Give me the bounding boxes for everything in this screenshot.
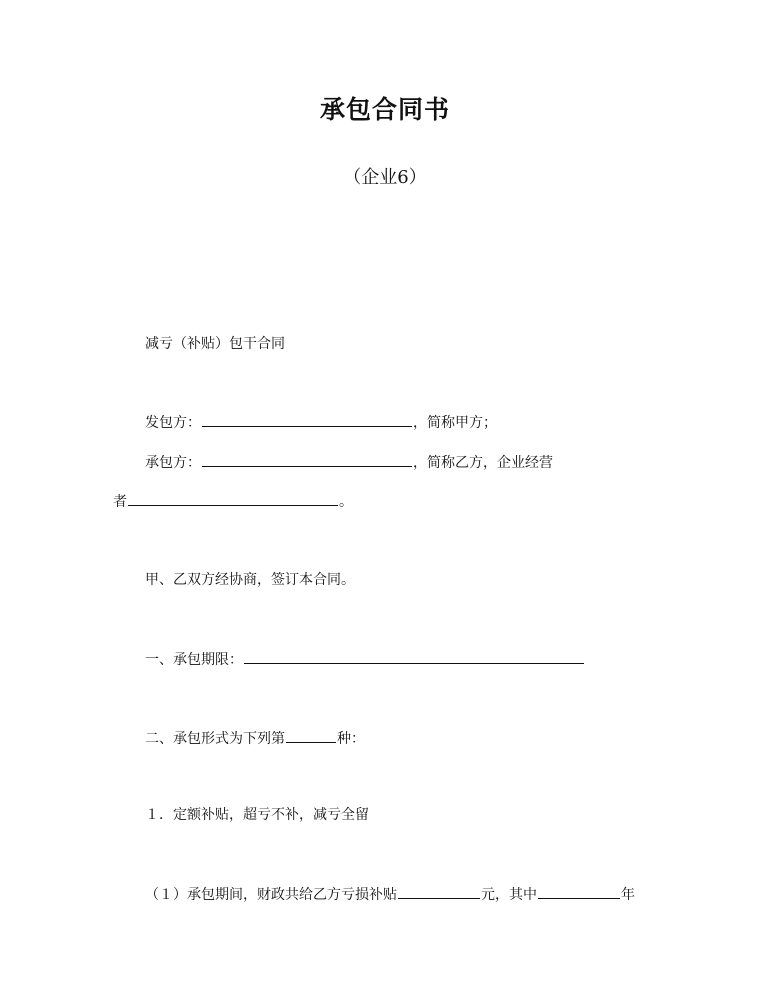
contract-heading: 减亏（补贴）包干合同 [145,336,285,352]
clause-form-label: 二、承包形式为下列第 [145,731,285,747]
operator-line [113,491,353,512]
party-b-blank[interactable] [202,452,412,467]
agreement-text: 甲、乙双方经协商，签订本合同。 [145,572,355,588]
document-title: 承包合同书 [319,95,450,124]
subsidy-year-blank[interactable] [538,884,620,899]
party-a-line [145,412,497,433]
party-b-line [145,452,553,473]
document-subtitle: （企业6） [343,167,427,188]
clause-term-label: 一、承包期限： [145,652,243,668]
party-a-suffix: ，简称甲方； [413,415,497,431]
party-a-blank[interactable] [202,412,412,427]
clause-form-blank[interactable] [286,728,336,743]
party-a-label: 发包方： [145,415,201,431]
party-b-suffix: ，简称乙方，企业经营 [413,455,553,471]
operator-label: 者 [113,494,127,510]
item-1-sub-line [145,884,635,905]
subsidy-amount-blank[interactable] [398,884,480,899]
item-1-text: １．定额补贴，超亏不补，减亏全留 [145,807,369,823]
operator-suffix: 。 [339,494,353,510]
item-1-sub-prefix: （１）承包期间，财政共给乙方亏损补贴 [145,887,397,903]
clause-form-line [145,728,365,749]
clause-form-suffix: 种： [337,731,365,747]
item-1-sub-suffix: 年 [621,887,635,903]
party-b-label: 承包方： [145,455,201,471]
item-1-sub-mid: 元，其中 [481,887,537,903]
clause-term-line [145,649,585,670]
clause-term-blank[interactable] [244,649,584,664]
operator-blank[interactable] [128,491,338,506]
